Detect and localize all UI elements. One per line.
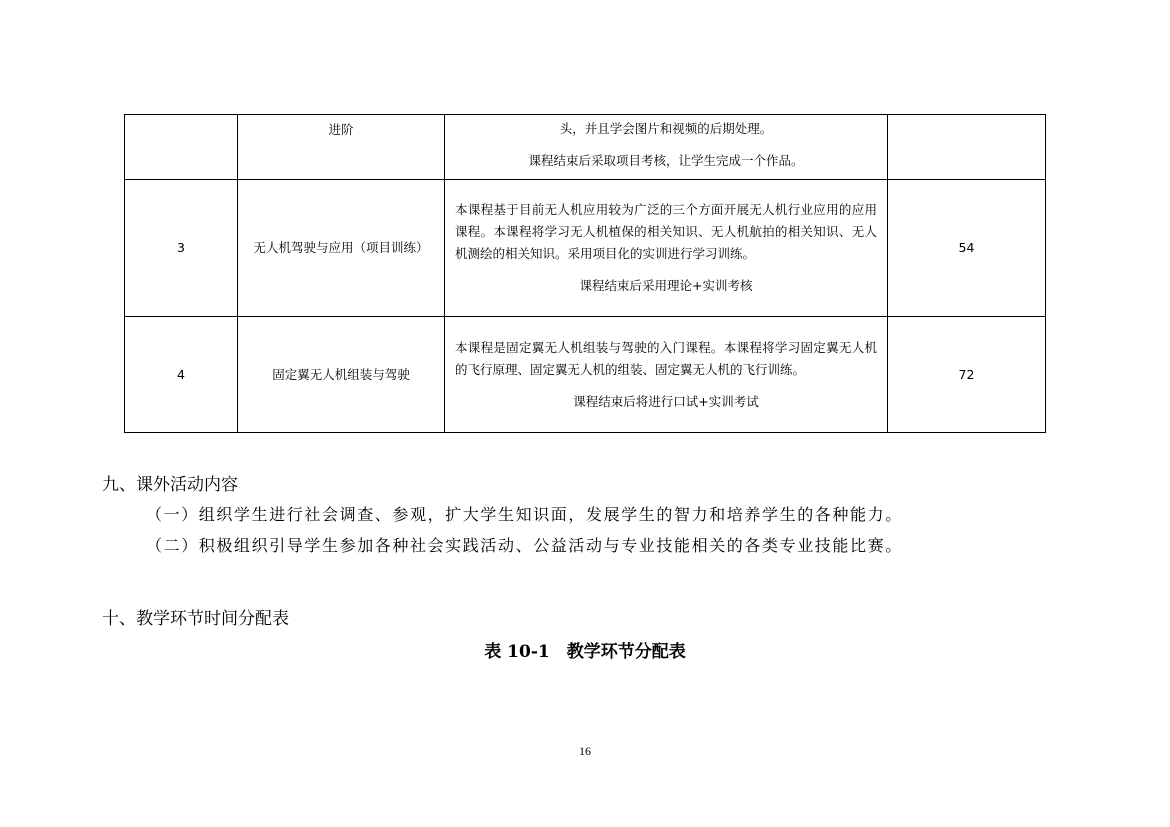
course-hours: 54 (888, 180, 1046, 317)
course-hours (888, 115, 1046, 180)
table-row (125, 317, 1046, 433)
course-description (445, 180, 888, 317)
assessment-text: 课程结束后采用理论+实训考核 (579, 278, 753, 293)
page-number: 16 (579, 744, 591, 758)
course-number (125, 115, 238, 180)
description-text: 头，并且学会图片和视频的后期处理。 (559, 121, 773, 136)
course-table (124, 114, 1046, 433)
activity-item-1: （一）组织学生进行社会调查、参观，扩大学生知识面，发展学生的智力和培养学生的各种能力。 (146, 505, 903, 524)
section-heading-time-allocation: 十、教学环节时间分配表 (102, 609, 289, 629)
course-description (445, 317, 888, 433)
section-heading-extracurricular: 九、课外活动内容 (102, 475, 238, 495)
description-text: 本课程是固定翼无人机组装与驾驶的入门课程。本课程将学习固定翼无人机的飞行原理、固定翼无人机的组装、固定翼无人机的飞行训练。 (455, 339, 877, 377)
course-description (445, 115, 888, 180)
course-number: 4 (125, 317, 238, 433)
course-number: 3 (125, 180, 238, 317)
course-hours: 72 (888, 317, 1046, 433)
table-caption: 表 10-1 教学环节分配表 (484, 642, 686, 662)
course-name: 进阶 (238, 115, 445, 180)
table-row (125, 180, 1046, 317)
table-row (125, 115, 1046, 180)
course-name: 固定翼无人机组装与驾驶 (238, 317, 445, 433)
assessment-text: 课程结束后将进行口试+实训考试 (573, 393, 759, 409)
course-name: 无人机驾驶与应用（项目训练） (238, 180, 445, 317)
description-text: 本课程基于目前无人机应用较为广泛的三个方面开展无人机行业应用的应用课程。本课程将学习无人机植保的相关知识、无人机航拍的相关知识、无人机测绘的相关知识。采用项目化的实训进行学习训练。 (455, 202, 877, 261)
assessment-text: 课程结束后采取项目考核，让学生完成一个作品。 (528, 153, 804, 168)
activity-item-2: （二）积极组织引导学生参加各种社会实践活动、公益活动与专业技能相关的各类专业技能比赛。 (146, 536, 903, 555)
